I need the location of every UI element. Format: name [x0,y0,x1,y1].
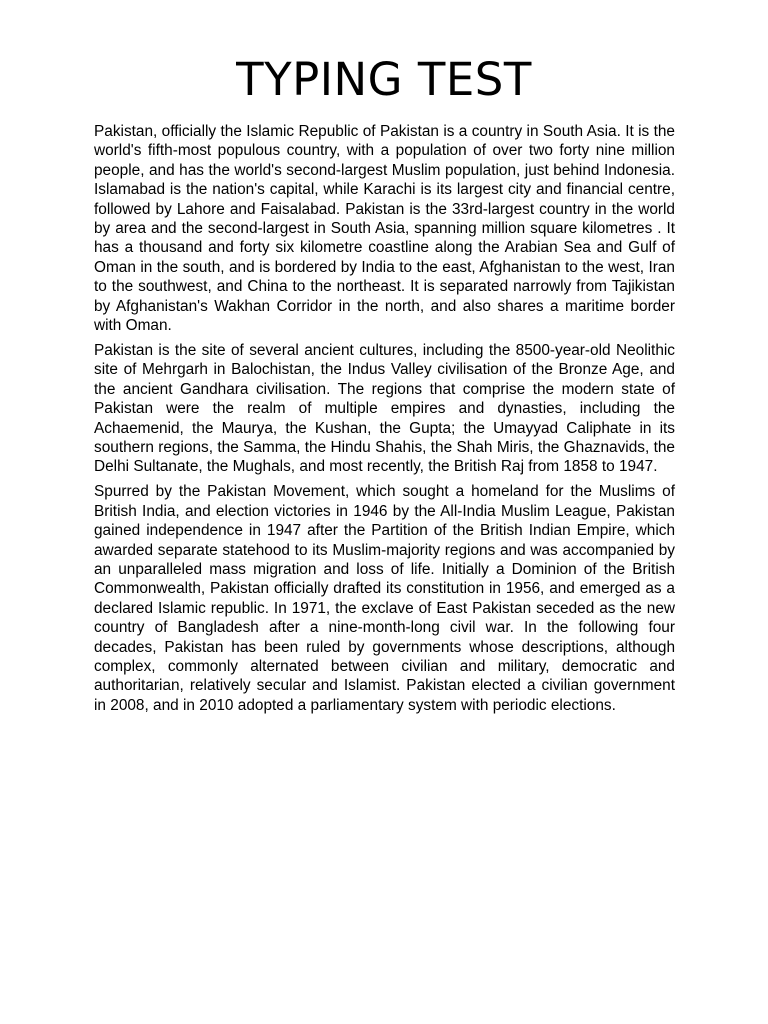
document-body [94,122,675,721]
paragraph-3: Spurred by the Pakistan Movement, which sought a homeland for the Muslims of British India, and election victories in 1946 by the All-India Muslim League, Pakistan gained independence in 1947 after the Partition of the British Indian Empire, which awarded separate statehood to its Muslim-majority regions and was accompanied by an unparalleled mass migration and loss of life. Initially a Dominion of the British Commonwealth, Pakistan officially drafted its constitution in 1956, and emerged as a declared Islamic republic. In 1971, the exclave of East Pakistan seceded as the new country of Bangladesh after a nine-month-long civil war. In the following four decades, Pakistan has been ruled by governments whose descriptions, although complex, commonly alternated between civilian and military, democratic and authoritarian, relatively secular and Islamist. Pakistan elected a civilian government in 2008, and in 2010 adopted a parliamentary system with periodic elections. [94,483,675,714]
page-title: TYPING TEST [236,53,532,106]
paragraph-1: Pakistan, officially the Islamic Republic of Pakistan is a country in South Asia. It is the world's fifth-most populous country, with a population of over two forty nine million people, and has the world's second-largest Muslim population, just behind Indonesia. Islamabad is the nation's capital, while Karachi is its largest city and financial centre, followed by Lahore and Faisalabad. Pakistan is the 33rd-largest country in the world by area and the second-largest in South Asia, spanning million square kilometres . It has a thousand and forty six kilometre coastline along the Arabian Sea and Gulf of Oman in the south, and is bordered by India to the east, Afghanistan to the west, Iran to the southwest, and China to the northeast. It is separated narrowly from Tajikistan by Afghanistan's Wakhan Corridor in the north, and also shares a maritime border with Oman. [94,123,675,335]
paragraph-2: Pakistan is the site of several ancient cultures, including the 8500-year-old Neolithic site of Mehrgarh in Balochistan, the Indus Valley civilisation of the Bronze Age, and the ancient Gandhara civilisation. The regions that comprise the modern state of Pakistan were the realm of multiple empires and dynasties, including the Achaemenid, the Maurya, the Kushan, the Gupta; the Umayyad Caliphate in its southern regions, the Samma, the Hindu Shahis, the Shah Miris, the Ghaznavids, the Delhi Sultanate, the Mughals, and most recently, the British Raj from 1858 to 1947. [94,341,675,476]
